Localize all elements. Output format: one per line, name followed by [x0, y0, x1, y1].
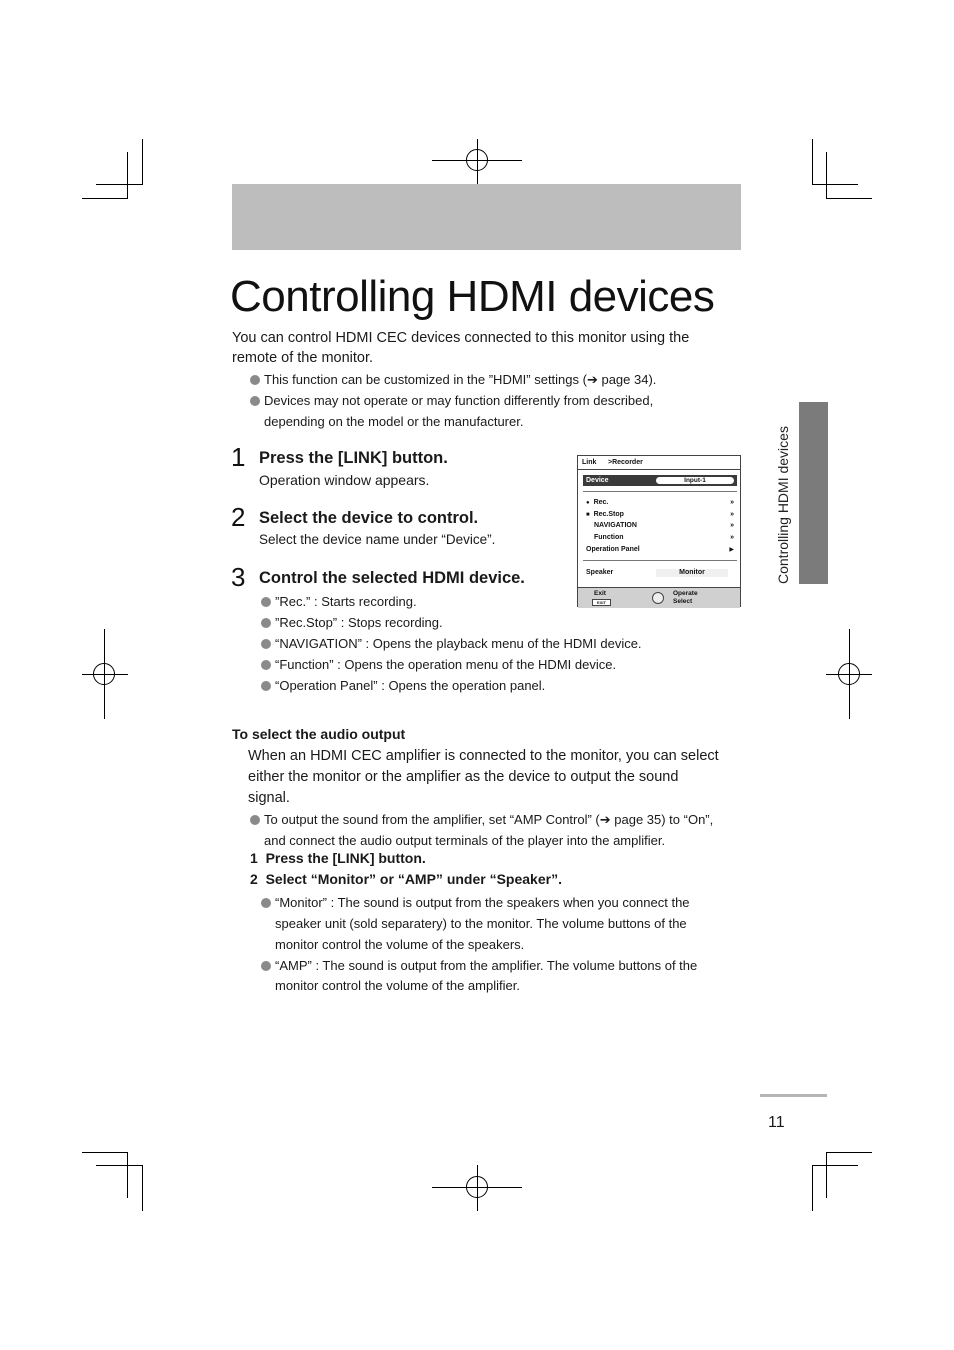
joystick-icon [652, 592, 664, 604]
bullet-dot-icon [261, 597, 271, 607]
osd-header-link: Link [582, 459, 597, 466]
osd-device-label: Device [586, 477, 609, 484]
osd-divider [583, 560, 737, 561]
osd-header [578, 456, 740, 470]
osd-device-value: Input-1 [656, 477, 734, 484]
osd-operate-label: Operate [673, 590, 698, 597]
page-number-rule [760, 1094, 827, 1097]
audio-option-monitor-continuation: speaker unit (sold separatery) to the monitor. The volume buttons of the [275, 916, 687, 931]
double-chevron-icon: » [730, 534, 734, 541]
intro-bullet-continuation: depending on the model or the manufacturer. [264, 414, 524, 429]
audio-step-2: 2 Select “Monitor” or “AMP” under “Speaker”. [250, 871, 562, 887]
step3-bullet: “Function” : Opens the operation menu of the HDMI device. [261, 654, 616, 675]
audio-option-amp: “AMP” : The sound is output from the amplifier. The volume buttons of the [261, 955, 697, 976]
bullet-dot-icon [261, 961, 271, 971]
step-heading: Press the [LINK] button. [259, 449, 448, 467]
bullet-dot-icon [250, 375, 260, 385]
step3-bullet: “NAVIGATION” : Opens the playback menu of the HDMI device. [261, 633, 642, 654]
step-number: 1 [231, 442, 246, 472]
bullet-dot-icon [261, 898, 271, 908]
osd-speaker-row [586, 568, 736, 578]
triangle-right-icon: ▶ [729, 547, 734, 553]
chapter-side-label: Controlling HDMI devices [775, 426, 791, 584]
bullet-dot-icon [261, 660, 271, 670]
osd-item-operation-panel: Operation Panel ▶ [586, 546, 734, 553]
chapter-side-tab [799, 402, 828, 584]
osd-select-label: Select [673, 598, 693, 605]
double-chevron-icon: » [730, 499, 734, 506]
section-heading-audio: To select the audio output [232, 726, 406, 742]
bullet-dot-icon [261, 639, 271, 649]
osd-item-rec-stop: ■ Rec.Stop » [586, 511, 734, 518]
bullet-dot-icon [261, 681, 271, 691]
step-number: 3 [231, 562, 246, 592]
osd-speaker-value: Monitor [656, 569, 728, 577]
step-number: 2 [231, 502, 246, 532]
osd-item-rec: ● Rec. » [586, 499, 734, 506]
stop-icon: ■ [586, 512, 590, 518]
step-heading: Select the device to control. [259, 509, 479, 527]
exit-key-icon: EXIT [592, 599, 611, 606]
osd-item-function: Function » [594, 534, 734, 541]
osd-footer [578, 587, 740, 608]
intro-bullet: Devices may not operate or may function differently from described, [250, 390, 653, 411]
audio-paragraph: When an HDMI CEC amplifier is connected to the monitor, you can select either the monitor or the amplifier as the device to output the sound signal. [248, 748, 719, 806]
intro-bullet: This function can be customized in the ”HDMI” settings (➔ page 34). [250, 369, 656, 390]
audio-option-amp-continuation: monitor control the volume of the amplifier. [275, 978, 520, 993]
step-description: Operation window appears. [259, 472, 430, 488]
double-chevron-icon: » [730, 522, 734, 529]
audio-option-monitor-continuation: monitor control the volume of the speakers. [275, 937, 525, 952]
audio-step-1: 1 Press the [LINK] button. [250, 850, 426, 866]
page-title: Controlling HDMI devices [230, 272, 715, 321]
intro-paragraph: You can control HDMI CEC devices connected to this monitor using the remote of the monitor. [232, 330, 690, 366]
rec-icon: ● [586, 500, 590, 506]
osd-divider [583, 491, 737, 492]
audio-option-monitor: “Monitor” : The sound is output from the speakers when you connect the [261, 892, 690, 913]
header-banner [232, 184, 741, 250]
osd-exit-label: Exit [594, 590, 606, 597]
double-chevron-icon: » [730, 511, 734, 518]
step3-bullet: ”Rec.Stop” : Stops recording. [261, 612, 443, 633]
link-operation-window [577, 455, 741, 607]
audio-bullet: To output the sound from the amplifier, set “AMP Control” (➔ page 35) to “On”, [250, 809, 713, 830]
step3-bullet: ”Rec.” : Starts recording. [261, 591, 417, 612]
osd-header-recorder: >Recorder [608, 459, 643, 466]
step3-bullet: “Operation Panel” : Opens the operation panel. [261, 675, 545, 696]
bullet-dot-icon [250, 815, 260, 825]
bullet-dot-icon [261, 618, 271, 628]
osd-device-row [583, 475, 737, 486]
audio-bullet-continuation: and connect the audio output terminals of the player into the amplifier. [264, 833, 666, 848]
step-heading: Control the selected HDMI device. [259, 569, 525, 587]
bullet-dot-icon [250, 396, 260, 406]
step-description: Select the device name under “Device”. [259, 532, 496, 547]
osd-item-navigation: NAVIGATION » [594, 522, 734, 529]
page-number: 11 [768, 1114, 785, 1131]
osd-speaker-label: Speaker [586, 569, 614, 576]
